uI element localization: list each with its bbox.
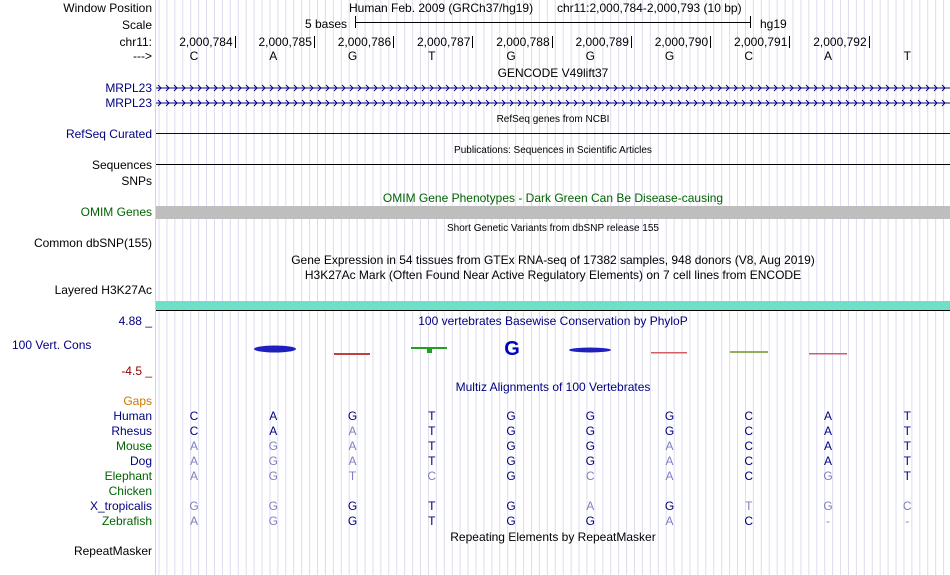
track-label-repeatmasker[interactable]: RepeatMasker bbox=[73, 544, 152, 558]
ruler-position-label: 2,000,788 bbox=[496, 35, 550, 49]
alignment-base: A bbox=[189, 439, 198, 453]
publications-line[interactable] bbox=[156, 164, 950, 165]
reference-base: A bbox=[269, 49, 278, 63]
reference-base: G bbox=[664, 49, 675, 63]
track-label-common-dbsnp[interactable]: Common dbSNP(155) bbox=[33, 236, 152, 250]
scale-bar-line bbox=[355, 22, 751, 23]
track-label-h3k27ac[interactable]: Layered H3K27Ac bbox=[54, 283, 152, 297]
alignment-base: A bbox=[665, 469, 674, 483]
alignment-base: G bbox=[585, 409, 595, 423]
alignment-base: G bbox=[189, 499, 199, 513]
alignment-base: T bbox=[428, 499, 436, 513]
reference-base: T bbox=[903, 49, 911, 63]
alignment-base: A bbox=[665, 514, 674, 528]
publications-track-title: Publications: Sequences in Scientific Articles bbox=[454, 145, 652, 156]
window-position-label: Window Position bbox=[63, 1, 152, 15]
alignment-base: T bbox=[903, 454, 911, 468]
species-label-mouse[interactable]: Mouse bbox=[115, 439, 152, 453]
track-label-column bbox=[0, 0, 155, 575]
ruler-tick bbox=[314, 36, 315, 48]
phylop-mark-7 bbox=[651, 352, 687, 354]
alignment-base: T bbox=[745, 499, 753, 513]
ruler-position-label: 2,000,790 bbox=[654, 35, 709, 49]
ruler-position-label: 2,000,791 bbox=[733, 35, 788, 49]
alignment-base: A bbox=[586, 499, 595, 513]
alignment-base: G bbox=[268, 499, 278, 513]
phylop-mark-g-5: G bbox=[504, 338, 520, 360]
alignment-base: A bbox=[823, 409, 832, 423]
track-label-sequences[interactable]: Sequences bbox=[91, 158, 152, 172]
track-label-mrpl23-2[interactable]: MRPL23 bbox=[105, 96, 152, 110]
scale-bar-text: 5 bases bbox=[305, 17, 348, 31]
species-label-dog[interactable]: Dog bbox=[129, 454, 152, 468]
gene-mrpl23-feature[interactable] bbox=[156, 82, 950, 94]
multiz-track-title: Multiz Alignments of 100 Vertebrates bbox=[455, 380, 651, 394]
reference-base: C bbox=[189, 49, 199, 63]
alignment-base: T bbox=[428, 514, 436, 528]
ruler-position-label: 2,000,787 bbox=[416, 35, 471, 49]
ruler-tick bbox=[235, 36, 236, 48]
cons-min-value: -4.5 _ bbox=[121, 364, 152, 378]
h3k27ac-baseline bbox=[156, 310, 950, 311]
alignment-base: A bbox=[665, 439, 674, 453]
alignment-base: A bbox=[823, 424, 832, 438]
alignment-base: G bbox=[585, 439, 595, 453]
species-label-elephant[interactable]: Elephant bbox=[104, 469, 152, 483]
alignment-base: - bbox=[905, 514, 910, 528]
reference-base: G bbox=[347, 49, 358, 63]
ruler-tick bbox=[789, 36, 790, 48]
track-label-mrpl23[interactable]: MRPL23 bbox=[105, 81, 152, 95]
phylop-mark-6 bbox=[569, 348, 611, 353]
alignment-base: T bbox=[348, 469, 357, 483]
phylop-mark-g-1 bbox=[254, 346, 296, 353]
phylop-mark-8 bbox=[730, 351, 768, 353]
alignment-base: A bbox=[348, 454, 357, 468]
repeatmasker-track-title: Repeating Elements by RepeatMasker bbox=[450, 530, 656, 544]
alignment-base: A bbox=[189, 469, 198, 483]
alignment-base: C bbox=[189, 424, 199, 438]
alignment-base: C bbox=[189, 409, 199, 423]
ruler-position-label: 2,000,792 bbox=[813, 35, 867, 49]
refseq-track-title: RefSeq genes from NCBI bbox=[496, 114, 610, 125]
ruler-position-label: 2,000,784 bbox=[179, 35, 233, 49]
ruler-position-label: 2,000,789 bbox=[575, 35, 629, 49]
alignment-base: T bbox=[428, 424, 436, 438]
alignment-base: A bbox=[189, 514, 198, 528]
alignment-base: G bbox=[585, 454, 595, 468]
alignment-base: G bbox=[664, 499, 675, 513]
track-label-snps[interactable]: SNPs bbox=[121, 174, 152, 188]
scale-label: Scale bbox=[121, 18, 152, 32]
alignment-base: A bbox=[189, 454, 198, 468]
alignment-base: C bbox=[427, 469, 437, 483]
alignment-base: G bbox=[268, 439, 278, 453]
alignment-base: G bbox=[268, 514, 278, 528]
alignment-base: T bbox=[903, 409, 911, 423]
strand-label[interactable]: ---> bbox=[133, 49, 152, 63]
phylop-mark-2 bbox=[334, 353, 370, 355]
alignment-base: A bbox=[269, 409, 278, 423]
alignment-base: T bbox=[428, 454, 436, 468]
alignment-base: G bbox=[268, 454, 278, 468]
assembly-title: Human Feb. 2009 (GRCh37/hg19) bbox=[349, 1, 534, 15]
chromosome-label: chr11: bbox=[119, 35, 152, 49]
alignment-base: G bbox=[585, 424, 595, 438]
alignment-base: G bbox=[585, 514, 595, 528]
alignment-base: A bbox=[823, 439, 832, 453]
alignment-base: G bbox=[506, 514, 516, 528]
ruler-tick bbox=[631, 36, 632, 48]
alignment-base: C bbox=[744, 454, 754, 468]
alignment-base: T bbox=[428, 439, 436, 453]
ruler-position-label: 2,000,786 bbox=[337, 35, 392, 49]
reference-base: G bbox=[506, 49, 516, 63]
alignment-base: T bbox=[428, 409, 436, 423]
track-label-omim[interactable]: OMIM Genes bbox=[80, 205, 152, 219]
gencode-track-title: GENCODE V49lift37 bbox=[497, 66, 609, 80]
dbsnp-track-title: Short Genetic Variants from dbSNP release 155 bbox=[447, 223, 659, 234]
alignment-base: A bbox=[269, 424, 278, 438]
ruler-tick bbox=[869, 36, 870, 48]
alignment-base: G bbox=[506, 439, 516, 453]
alignment-base: C bbox=[902, 499, 912, 513]
track-label-cons[interactable]: 100 Vert. Cons bbox=[12, 338, 92, 352]
alignment-base: C bbox=[744, 469, 754, 483]
reference-base: T bbox=[428, 49, 436, 63]
track-label-gaps[interactable]: Gaps bbox=[123, 394, 152, 408]
refseq-gene-line[interactable] bbox=[156, 133, 950, 134]
alignment-base: - bbox=[826, 514, 830, 528]
gtex-track-title: Gene Expression in 54 tissues from GTEx RNA-seq of 17382 samples, 948 donors (V8, Aug 2019) bbox=[291, 253, 815, 267]
phylop-mark-9 bbox=[809, 353, 847, 355]
alignment-base: G bbox=[347, 409, 358, 423]
phylop-track-title: 100 vertebrates Basewise Conservation by PhyloP bbox=[418, 314, 688, 328]
alignment-base: C bbox=[744, 439, 754, 453]
alignment-base: G bbox=[823, 469, 833, 483]
alignment-base: A bbox=[348, 439, 357, 453]
alignment-base: C bbox=[585, 469, 595, 483]
cons-max-value: 4.88 _ bbox=[118, 314, 152, 328]
alignment-base: A bbox=[348, 424, 357, 438]
alignment-base: G bbox=[664, 409, 675, 423]
alignment-base: G bbox=[506, 499, 516, 513]
alignment-base: G bbox=[506, 469, 516, 483]
ruler-tick bbox=[472, 36, 473, 48]
alignment-base: T bbox=[903, 439, 911, 453]
ruler-position-label: 2,000,785 bbox=[258, 35, 312, 49]
species-label-zebrafish[interactable]: Zebrafish bbox=[101, 514, 152, 528]
alignment-base: G bbox=[664, 424, 675, 438]
alignment-base: T bbox=[903, 424, 911, 438]
position-title: chr11:2,000,784-2,000,793 (10 bp) bbox=[557, 1, 742, 15]
reference-base: G bbox=[585, 49, 595, 63]
alignment-base: G bbox=[347, 514, 358, 528]
alignment-base: G bbox=[268, 469, 278, 483]
alignment-base: T bbox=[903, 469, 911, 483]
species-label-x_tropicalis[interactable]: X_tropicalis bbox=[89, 499, 152, 513]
alignment-base: G bbox=[506, 424, 516, 438]
browser-image[interactable] bbox=[156, 0, 950, 575]
scale-bar-assembly: hg19 bbox=[760, 17, 787, 31]
alignment-base: A bbox=[823, 454, 832, 468]
alignment-base: C bbox=[744, 514, 754, 528]
omim-track-title: OMIM Gene Phenotypes - Dark Green Can Be Disease-causing bbox=[382, 191, 724, 205]
alignment-base: G bbox=[823, 499, 833, 513]
alignment-base: G bbox=[347, 499, 358, 513]
phylop-mark-3-stem bbox=[427, 347, 432, 353]
ruler-tick bbox=[552, 36, 553, 48]
gene-mrpl23-feature-2[interactable] bbox=[156, 97, 950, 109]
alignment-base: C bbox=[744, 424, 754, 438]
track-label-refseq[interactable]: RefSeq Curated bbox=[65, 127, 152, 141]
ruler-tick bbox=[393, 36, 394, 48]
alignment-base: G bbox=[506, 409, 516, 423]
reference-base: A bbox=[823, 49, 832, 63]
omim-gene-bar[interactable] bbox=[156, 206, 950, 219]
scale-bar-right-tick bbox=[750, 16, 751, 28]
alignment-base: A bbox=[665, 454, 674, 468]
alignment-base: C bbox=[744, 409, 754, 423]
species-label-human[interactable]: Human bbox=[113, 409, 152, 423]
h3k27ac-track-title: H3K27Ac Mark (Often Found Near Active Regulatory Elements) on 7 cell lines from ENCODE bbox=[304, 268, 802, 282]
alignment-base: G bbox=[506, 454, 516, 468]
species-label-rhesus[interactable]: Rhesus bbox=[111, 424, 152, 438]
h3k27ac-signal-bar[interactable] bbox=[156, 301, 950, 310]
ruler-tick bbox=[710, 36, 711, 48]
phylop-conservation-logo[interactable] bbox=[156, 330, 950, 370]
species-label-chicken[interactable]: Chicken bbox=[108, 484, 152, 498]
reference-base: C bbox=[744, 49, 754, 63]
